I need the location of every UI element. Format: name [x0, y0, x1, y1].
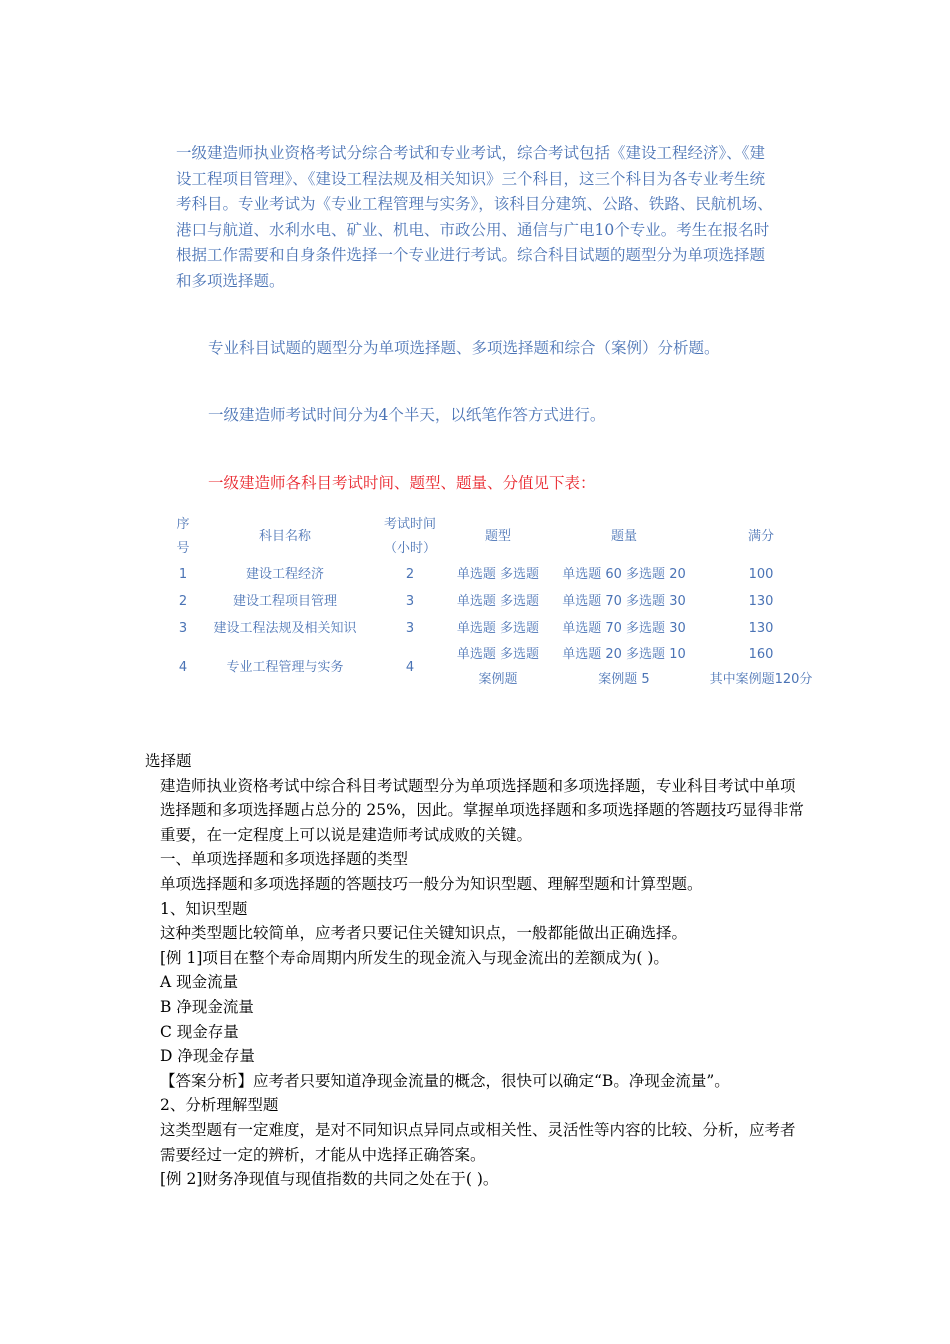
table-header-row: [166, 513, 820, 561]
cell-qty: 单选题 70 多选题 30: [562, 621, 686, 636]
cell-no: 1: [178, 567, 188, 582]
table-row: [166, 588, 820, 615]
option-d: D 净现金存量: [160, 1047, 255, 1066]
table-row: [166, 615, 820, 642]
exam-time-paragraph: 一级建造师考试时间分为4个半天，以纸笔作答方式进行。: [208, 406, 606, 424]
table-title: 一级建造师各科目考试时间、题型、题量、分值见下表：: [208, 474, 596, 492]
header-no: 序 号: [176, 517, 190, 556]
subheading: 一、单项选择题和多项选择题的类型: [160, 850, 409, 869]
cell-name: 建设工程法规及相关知识: [213, 621, 357, 636]
answer-analysis: 【答案分析】应考者只要知道净现金流量的概念，很快可以确定“B。净现金流量”。: [160, 1071, 730, 1090]
option-b: B 净现金流量: [160, 997, 254, 1016]
cell-time: 3: [405, 594, 415, 609]
cell-type: 单选题 多选题: [456, 594, 540, 609]
cell-type: 单选题 多选题: [456, 567, 540, 582]
cell-name: 建设工程经济: [245, 567, 324, 582]
header-name: 科目名称: [258, 529, 311, 544]
option-c: C 现金存量: [160, 1022, 239, 1041]
body-text: [145, 749, 810, 1192]
header-score: 满分: [747, 529, 774, 544]
cell-qty: 单选题 70 多选题 30: [562, 594, 686, 609]
cell-time: 3: [405, 621, 415, 636]
table-row: [166, 642, 820, 692]
option-a: A 现金流量: [160, 973, 239, 992]
cell-time: 4: [405, 659, 415, 675]
cell-no: 4: [178, 659, 188, 675]
cell-score: 130: [748, 621, 774, 636]
cell-name: 建设工程项目管理: [232, 594, 337, 609]
cell-score: 130: [748, 594, 774, 609]
cell-type: 单选题 多选题 案例题: [456, 647, 540, 687]
cell-qty: 单选题 60 多选题 20: [562, 567, 686, 582]
paragraph: 单项选择题和多项选择题的答题技巧一般分为知识型题、理解型题和计算型题。: [160, 874, 703, 893]
exam-table: [166, 513, 820, 692]
intro-paragraph: 一级建造师执业资格考试分综合考试和专业考试，综合考试包括《建设工程经济》、《建设工程项目管理》、《建设工程法规及相关知识》三个科目，这三个科目为各专业考生统考科目。专业考试为《专业工程管理与实务》，该科目分建筑、公路、铁路、民航机场、港口与航道、水利水电、矿业、机电、市政公用、通信与广电10个专业。考生在报名时根据工作需要和自身条件选择一个专业进行考试。综合科目试题的题型分为单项选择题和多项选择题。: [176, 144, 773, 290]
header-qty: 题量: [610, 529, 637, 544]
table-row: [166, 561, 820, 588]
subject-types-paragraph: 专业科目试题的题型分为单项选择题、多项选择题和综合（案例）分析题。: [208, 339, 720, 357]
cell-no: 2: [178, 594, 188, 609]
paragraph: 这种类型题比较简单，应考者只要记住关键知识点，一般都能做出正确选择。: [160, 924, 688, 943]
subheading: 1、知识型题: [160, 899, 248, 918]
example-question: [例 2]财务净现值与现值指数的共同之处在于( )。: [160, 1170, 499, 1189]
cell-time: 2: [405, 567, 415, 582]
cell-score: 100: [748, 567, 774, 582]
cell-name: 专业工程管理与实务: [226, 659, 344, 675]
paragraph: 这类型题有一定难度，是对不同知识点异同点或相关性、灵活性等内容的比较、分析，应考者需要经过一定的辨析，才能从中选择正确答案。: [160, 1120, 796, 1164]
subheading: 2、分析理解型题: [160, 1096, 279, 1115]
section-heading: 选择题: [145, 752, 192, 770]
header-time: 考试时间 （小时）: [383, 517, 436, 556]
cell-score: 160 其中案例题120分: [709, 647, 813, 687]
cell-no: 3: [178, 621, 188, 636]
cell-qty: 单选题 20 多选题 10 案例题 5: [562, 647, 686, 687]
header-type: 题型: [484, 529, 511, 544]
cell-type: 单选题 多选题: [456, 621, 540, 636]
paragraph: 建造师执业资格考试中综合科目考试题型分为单项选择题和多项选择题，专业科目考试中单项选择题和多项选择题占总分的 25%，因此。掌握单项选择题和多项选择题的答题技巧显得非常重要，在一定程度上可以说是建造师考试成败的关键。: [160, 776, 804, 844]
example-question: [例 1]项目在整个寿命周期内所发生的现金流入与现金流出的差额成为( )。: [160, 948, 669, 967]
